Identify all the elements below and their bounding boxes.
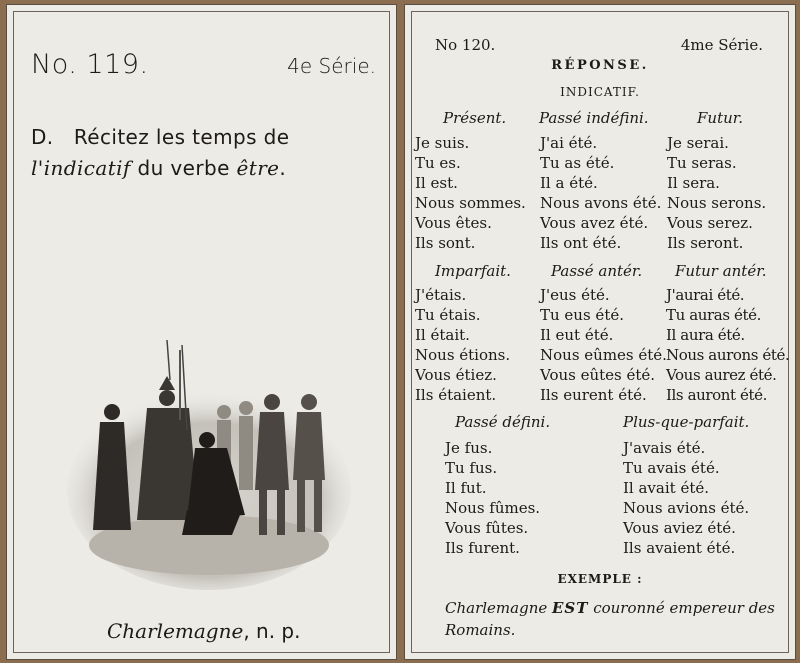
conjugation-form: Ils seront. — [667, 234, 744, 252]
conjugation-form: Vous étiez. — [415, 366, 497, 384]
conjugation-form: Nous avons été. — [540, 194, 662, 212]
conjugation-form: J'eus été. — [540, 286, 610, 304]
tense-futur-anterieur-forms — [666, 285, 789, 405]
question-prefix: D. — [31, 125, 54, 149]
answer-title: RÉPONSE. — [551, 58, 649, 73]
tense-imparfait-heading: Imparfait. — [435, 262, 511, 280]
conjugation-form: Tu avais été. — [623, 459, 720, 477]
caption — [107, 619, 300, 643]
coronation-illustration — [67, 340, 352, 590]
card-series: 4e Série. — [287, 54, 376, 78]
question-end: . — [279, 156, 287, 180]
conjugation-form: Tu es. — [415, 154, 461, 172]
conjugation-form: Tu fus. — [445, 459, 498, 477]
tense-passe-defini-forms — [445, 438, 540, 558]
conjugation-form: Tu seras. — [667, 154, 737, 172]
conjugation-form: Nous étions. — [415, 346, 511, 364]
tense-present-forms — [415, 133, 526, 253]
example-before: Charlemagne — [445, 599, 552, 617]
conjugation-form: Nous fûmes. — [445, 499, 541, 517]
conjugation-form: Il avait été. — [623, 479, 709, 497]
conjugation-form: Il était. — [415, 326, 470, 344]
caption-name: Charlemagne — [107, 619, 244, 643]
tense-futur-heading: Futur. — [697, 109, 744, 127]
conjugation-form: Je fus. — [445, 439, 493, 457]
tense-imparfait-forms — [415, 285, 510, 405]
card-header — [31, 49, 376, 80]
example-after: couronné empereur des Romains. — [445, 599, 780, 639]
card-header — [435, 36, 763, 54]
conjugation-form: Ils étaient. — [415, 386, 497, 404]
question-line2-mid: du verbe — [130, 156, 237, 180]
example-heading: EXEMPLE : — [557, 572, 643, 586]
conjugation-form: Tu as été. — [540, 154, 615, 172]
tense-passe-defini-heading: Passé défini. — [455, 413, 551, 431]
conjugation-form: Vous eûtes été. — [540, 366, 656, 384]
conjugation-form: Tu auras été. — [666, 306, 761, 324]
answer-card — [404, 4, 796, 660]
conjugation-form: Il eut été. — [540, 326, 614, 344]
question-card — [6, 4, 397, 660]
tense-plus-que-parfait-heading: Plus-que-parfait. — [623, 413, 750, 431]
conjugation-form: Nous sommes. — [415, 194, 526, 212]
conjugation-form: Il est. — [415, 174, 458, 192]
question-line1: Récitez les temps de — [73, 125, 290, 149]
tense-passe-indefini-forms — [540, 133, 661, 253]
conjugation-form: Il a été. — [540, 174, 598, 192]
conjugation-form: Vous fûtes. — [445, 519, 529, 537]
caption-note: , n. p. — [243, 619, 301, 643]
conjugation-form: J'aurai été. — [666, 286, 745, 304]
conjugation-form: Ils ont été. — [540, 234, 622, 252]
conjugation-form: Nous serons. — [667, 194, 767, 212]
conjugation-form: Vous êtes. — [415, 214, 492, 232]
conjugation-form: Ils avaient été. — [623, 539, 736, 557]
conjugation-form: Je serai. — [667, 134, 729, 152]
question-text — [31, 122, 376, 184]
tense-present-heading: Présent. — [443, 109, 507, 127]
conjugation-form: Il aura été. — [666, 326, 745, 344]
conjugation-form: J'avais été. — [623, 439, 706, 457]
conjugation-form: Nous eûmes été. — [540, 346, 667, 364]
card-number: No 120. — [435, 36, 496, 54]
conjugation-form: Vous aurez été. — [666, 366, 777, 384]
conjugation-form: Il sera. — [667, 174, 720, 192]
card-number: No. 119. — [31, 49, 149, 80]
conjugation-form: Tu eus été. — [540, 306, 624, 324]
conjugation-form: Vous avez été. — [540, 214, 649, 232]
conjugation-form: Ils sont. — [415, 234, 476, 252]
tense-futur-anterieur-heading: Futur antér. — [675, 262, 767, 280]
tense-passe-indefini-heading: Passé indéfini. — [539, 109, 649, 127]
conjugation-form: Ils furent. — [445, 539, 520, 557]
tense-passe-anterieur-heading: Passé antér. — [551, 262, 643, 280]
question-mood: l'indicatif — [31, 156, 131, 180]
conjugation-form: Vous aviez été. — [623, 519, 736, 537]
tense-passe-anterieur-forms — [540, 285, 667, 405]
conjugation-form: Tu étais. — [415, 306, 481, 324]
conjugation-form: Ils auront été. — [666, 386, 767, 404]
example-sentence — [445, 597, 780, 641]
conjugation-form: J'ai été. — [540, 134, 598, 152]
conjugation-form: J'étais. — [415, 286, 467, 304]
mood-heading: INDICATIF. — [560, 85, 640, 99]
tense-futur-forms — [667, 133, 766, 253]
conjugation-form: Ils eurent été. — [540, 386, 647, 404]
tense-plus-que-parfait-forms — [623, 438, 749, 558]
question-verb: être — [236, 156, 280, 180]
card-series: 4me Série. — [680, 36, 763, 54]
example-emphasis: EST — [552, 599, 589, 617]
conjugation-form: Vous serez. — [667, 214, 753, 232]
conjugation-form: Nous avions été. — [623, 499, 750, 517]
conjugation-form: Il fut. — [445, 479, 487, 497]
conjugation-form: Nous aurons été. — [666, 346, 790, 364]
conjugation-form: Je suis. — [415, 134, 470, 152]
